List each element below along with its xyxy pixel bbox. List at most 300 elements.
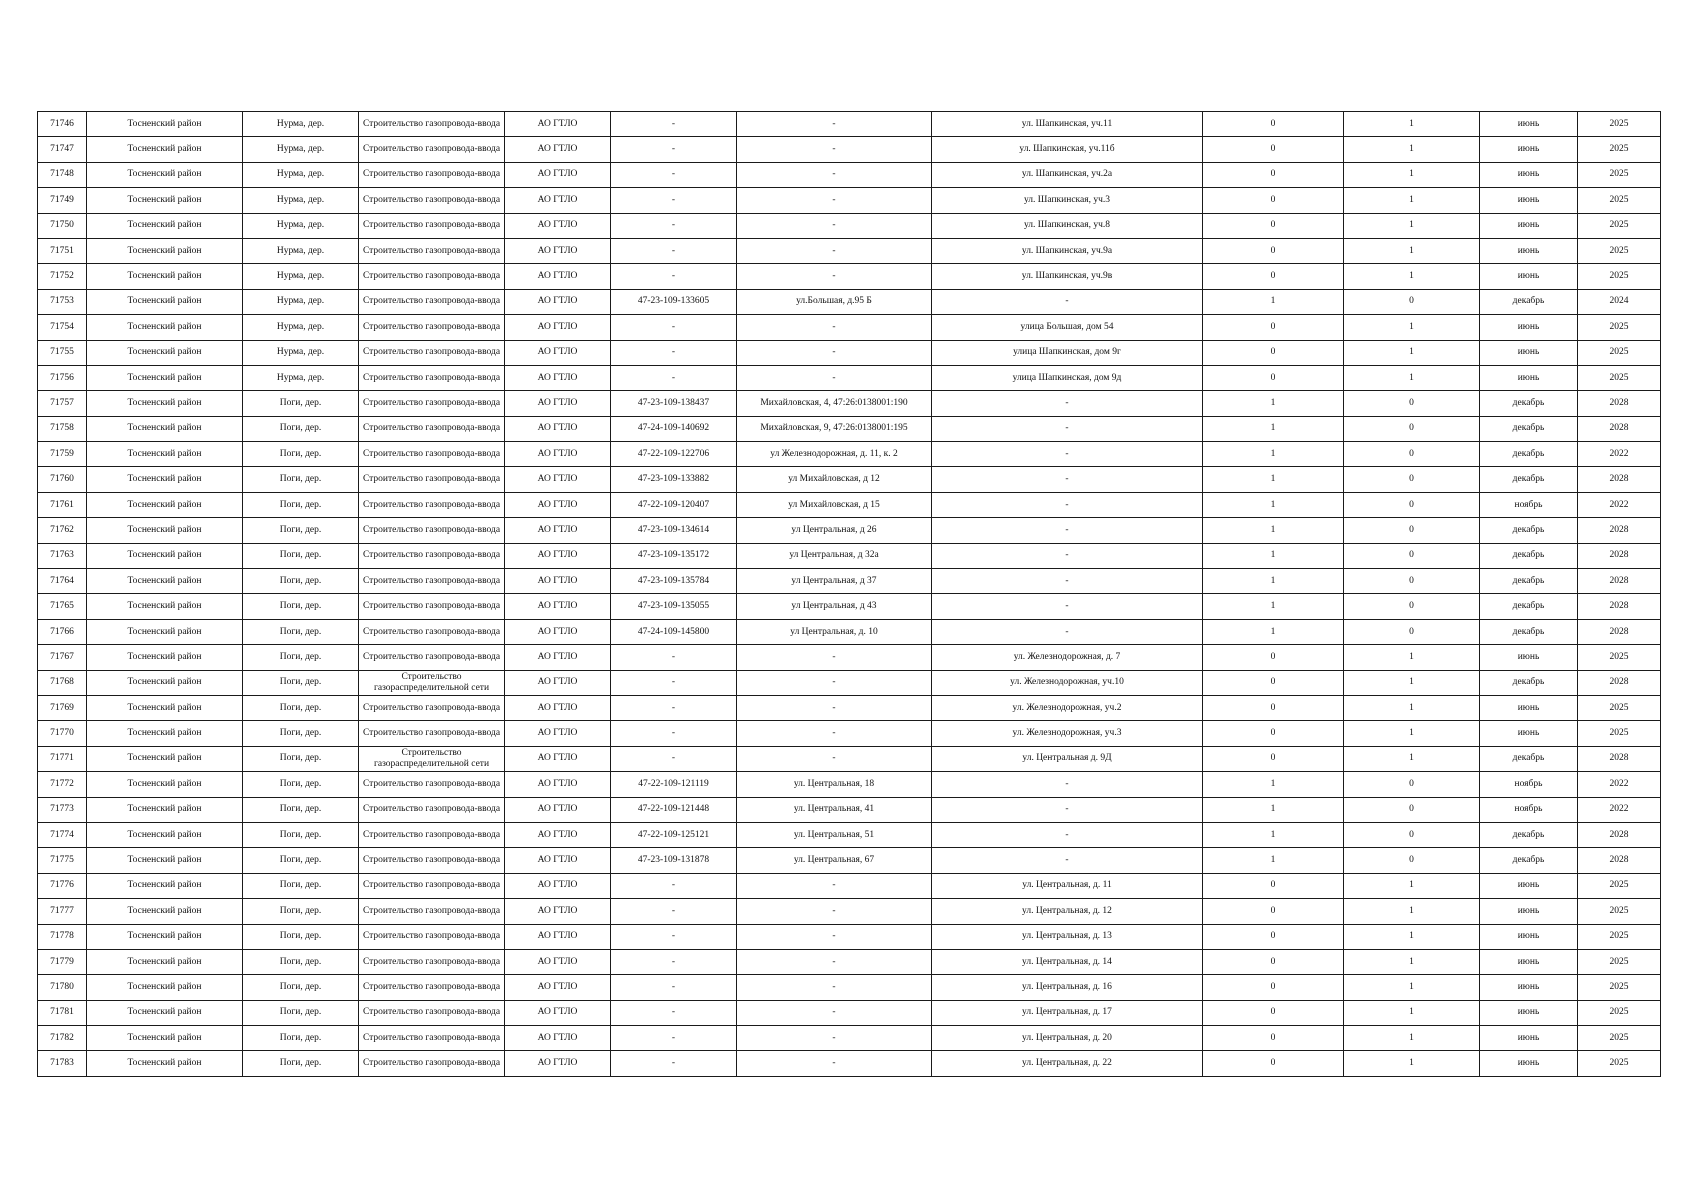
cell-work: Строительство газопровода-ввода: [359, 518, 505, 543]
cell-flag-a: 0: [1203, 315, 1344, 340]
table-row: [38, 772, 1661, 797]
cell-address-cad: -: [737, 899, 932, 924]
cell-address-cad: -: [737, 137, 932, 162]
cell-work: Строительство газопровода-ввода: [359, 188, 505, 213]
cell-district: Тосненский район: [87, 1026, 243, 1051]
cell-flag-a: 0: [1203, 162, 1344, 187]
cell-address-plot: -: [932, 619, 1203, 644]
cell-district: Тосненский район: [87, 188, 243, 213]
cell-cad-number: 47-23-109-133882: [611, 467, 737, 492]
cell-address-cad: -: [737, 238, 932, 263]
cell-settlement: Поги, дер.: [243, 873, 359, 898]
cell-address-plot: -: [932, 822, 1203, 847]
cell-address-cad: -: [737, 975, 932, 1000]
cell-id: 71767: [38, 645, 87, 670]
cell-org: АО ГТЛО: [505, 365, 611, 390]
cell-address-plot: -: [932, 543, 1203, 568]
cell-id: 71757: [38, 391, 87, 416]
cell-district: Тосненский район: [87, 518, 243, 543]
cell-settlement: Нурма, дер.: [243, 112, 359, 137]
cell-work: Строительство газопровода-ввода: [359, 264, 505, 289]
cell-address-cad: ул Центральная, д 32а: [737, 543, 932, 568]
cell-cad-number: -: [611, 1051, 737, 1076]
cell-org: АО ГТЛО: [505, 264, 611, 289]
cell-org: АО ГТЛО: [505, 543, 611, 568]
cell-cad-number: 47-23-109-135784: [611, 569, 737, 594]
cell-work: Строительство газопровода-ввода: [359, 112, 505, 137]
cell-work: Строительство газопровода-ввода: [359, 543, 505, 568]
cell-cad-number: 47-23-109-133605: [611, 289, 737, 314]
cell-month: декабрь: [1480, 822, 1578, 847]
cell-month: декабрь: [1480, 594, 1578, 619]
cell-address-plot: ул. Шапкинская, уч.9в: [932, 264, 1203, 289]
cell-year: 2028: [1578, 619, 1661, 644]
cell-cad-number: -: [611, 873, 737, 898]
cell-year: 2025: [1578, 899, 1661, 924]
cell-org: АО ГТЛО: [505, 467, 611, 492]
cell-org: АО ГТЛО: [505, 340, 611, 365]
cell-address-plot: ул. Центральная, д. 17: [932, 1000, 1203, 1025]
cell-work: Строительство газопровода-ввода: [359, 695, 505, 720]
cell-cad-number: -: [611, 645, 737, 670]
cell-settlement: Поги, дер.: [243, 619, 359, 644]
cell-address-plot: -: [932, 467, 1203, 492]
cell-id: 71765: [38, 594, 87, 619]
cell-address-plot: улица Шапкинская, дом 9г: [932, 340, 1203, 365]
cell-id: 71772: [38, 772, 87, 797]
cell-district: Тосненский район: [87, 569, 243, 594]
table-row: [38, 1000, 1661, 1025]
cell-year: 2022: [1578, 797, 1661, 822]
cell-work: Строительство газопровода-ввода: [359, 619, 505, 644]
cell-year: 2025: [1578, 238, 1661, 263]
cell-id: 71768: [38, 670, 87, 695]
cell-settlement: Нурма, дер.: [243, 340, 359, 365]
cell-district: Тосненский район: [87, 340, 243, 365]
cell-org: АО ГТЛО: [505, 924, 611, 949]
cell-cad-number: -: [611, 188, 737, 213]
cell-year: 2028: [1578, 670, 1661, 695]
cell-month: декабрь: [1480, 619, 1578, 644]
cell-settlement: Нурма, дер.: [243, 289, 359, 314]
cell-address-cad: -: [737, 695, 932, 720]
cell-address-cad: ул Центральная, д 37: [737, 569, 932, 594]
cell-address-cad: ул. Центральная, 41: [737, 797, 932, 822]
cell-district: Тосненский район: [87, 873, 243, 898]
cell-district: Тосненский район: [87, 1000, 243, 1025]
cell-id: 71781: [38, 1000, 87, 1025]
cell-district: Тосненский район: [87, 797, 243, 822]
cell-org: АО ГТЛО: [505, 746, 611, 771]
cell-address-plot: -: [932, 289, 1203, 314]
cell-year: 2025: [1578, 340, 1661, 365]
cell-id: 71773: [38, 797, 87, 822]
cell-month: декабрь: [1480, 391, 1578, 416]
cell-address-plot: ул. Центральная, д. 12: [932, 899, 1203, 924]
cell-address-plot: -: [932, 518, 1203, 543]
cell-org: АО ГТЛО: [505, 442, 611, 467]
cell-address-plot: ул. Шапкинская, уч.8: [932, 213, 1203, 238]
cell-flag-a: 1: [1203, 619, 1344, 644]
cell-settlement: Поги, дер.: [243, 467, 359, 492]
cell-address-plot: ул. Центральная, д. 16: [932, 975, 1203, 1000]
cell-settlement: Поги, дер.: [243, 822, 359, 847]
table-row: [38, 162, 1661, 187]
cell-address-plot: ул. Шапкинская, уч.3: [932, 188, 1203, 213]
cell-month: июнь: [1480, 315, 1578, 340]
cell-settlement: Поги, дер.: [243, 746, 359, 771]
cell-org: АО ГТЛО: [505, 492, 611, 517]
cell-address-plot: -: [932, 848, 1203, 873]
cell-year: 2025: [1578, 645, 1661, 670]
cell-cad-number: 47-22-109-122706: [611, 442, 737, 467]
cell-work: Строительство газопровода-ввода: [359, 975, 505, 1000]
cell-flag-a: 1: [1203, 822, 1344, 847]
cell-flag-b: 1: [1344, 949, 1480, 974]
cell-flag-a: 1: [1203, 391, 1344, 416]
table-row: [38, 619, 1661, 644]
cell-settlement: Нурма, дер.: [243, 238, 359, 263]
cell-cad-number: -: [611, 137, 737, 162]
cell-work: Строительство газопровода-ввода: [359, 645, 505, 670]
cell-work: Строительство газопровода-ввода: [359, 569, 505, 594]
table-row: [38, 442, 1661, 467]
cell-flag-b: 1: [1344, 315, 1480, 340]
cell-work: Строительство газопровода-ввода: [359, 1051, 505, 1076]
table-row: [38, 137, 1661, 162]
cell-month: декабрь: [1480, 848, 1578, 873]
cell-id: 71754: [38, 315, 87, 340]
cell-flag-b: 1: [1344, 162, 1480, 187]
table-row: [38, 467, 1661, 492]
cell-work: Строительство газопровода-ввода: [359, 442, 505, 467]
table-row: [38, 416, 1661, 441]
cell-settlement: Нурма, дер.: [243, 162, 359, 187]
cell-year: 2025: [1578, 315, 1661, 340]
cell-work: Строительство газопровода-ввода: [359, 1000, 505, 1025]
cell-flag-b: 1: [1344, 238, 1480, 263]
cell-id: 71780: [38, 975, 87, 1000]
cell-org: АО ГТЛО: [505, 1000, 611, 1025]
cell-cad-number: 47-23-109-134614: [611, 518, 737, 543]
cell-district: Тосненский район: [87, 264, 243, 289]
cell-id: 71776: [38, 873, 87, 898]
cell-id: 71762: [38, 518, 87, 543]
cell-id: 71758: [38, 416, 87, 441]
cell-month: июнь: [1480, 695, 1578, 720]
cell-district: Тосненский район: [87, 772, 243, 797]
cell-flag-b: 0: [1344, 289, 1480, 314]
cell-org: АО ГТЛО: [505, 1051, 611, 1076]
cell-district: Тосненский район: [87, 442, 243, 467]
cell-month: июнь: [1480, 112, 1578, 137]
cell-flag-a: 0: [1203, 1051, 1344, 1076]
cell-cad-number: 47-22-109-120407: [611, 492, 737, 517]
cell-cad-number: 47-23-109-135172: [611, 543, 737, 568]
cell-flag-b: 1: [1344, 721, 1480, 746]
cell-settlement: Поги, дер.: [243, 899, 359, 924]
cell-org: АО ГТЛО: [505, 416, 611, 441]
cell-flag-a: 1: [1203, 416, 1344, 441]
cell-cad-number: -: [611, 340, 737, 365]
cell-address-plot: ул. Шапкинская, уч.9а: [932, 238, 1203, 263]
cell-year: 2025: [1578, 949, 1661, 974]
cell-address-plot: улица Большая, дом 54: [932, 315, 1203, 340]
cell-settlement: Нурма, дер.: [243, 213, 359, 238]
cell-id: 71756: [38, 365, 87, 390]
cell-flag-b: 1: [1344, 264, 1480, 289]
cell-district: Тосненский район: [87, 924, 243, 949]
table-row: [38, 873, 1661, 898]
cell-cad-number: -: [611, 899, 737, 924]
cell-flag-b: 1: [1344, 365, 1480, 390]
cell-cad-number: -: [611, 112, 737, 137]
cell-year: 2028: [1578, 848, 1661, 873]
cell-year: 2028: [1578, 391, 1661, 416]
cell-district: Тосненский район: [87, 975, 243, 1000]
cell-id: 71783: [38, 1051, 87, 1076]
cell-work: Строительство газопровода-ввода: [359, 467, 505, 492]
cell-district: Тосненский район: [87, 949, 243, 974]
cell-month: июнь: [1480, 188, 1578, 213]
cell-work: Строительство газопровода-ввода: [359, 721, 505, 746]
table-row: [38, 213, 1661, 238]
cell-district: Тосненский район: [87, 289, 243, 314]
cell-flag-a: 1: [1203, 797, 1344, 822]
cell-address-cad: -: [737, 340, 932, 365]
cell-cad-number: -: [611, 238, 737, 263]
cell-id: 71770: [38, 721, 87, 746]
cell-id: 71763: [38, 543, 87, 568]
cell-work: Строительство газопровода-ввода: [359, 315, 505, 340]
table-row: [38, 1051, 1661, 1076]
cell-flag-b: 1: [1344, 899, 1480, 924]
cell-id: 71753: [38, 289, 87, 314]
cell-org: АО ГТЛО: [505, 670, 611, 695]
cell-month: июнь: [1480, 975, 1578, 1000]
cell-flag-b: 0: [1344, 391, 1480, 416]
cell-month: декабрь: [1480, 442, 1578, 467]
cell-id: 71751: [38, 238, 87, 263]
cell-address-plot: -: [932, 416, 1203, 441]
cell-year: 2028: [1578, 594, 1661, 619]
cell-org: АО ГТЛО: [505, 772, 611, 797]
cell-month: ноябрь: [1480, 492, 1578, 517]
cell-flag-b: 1: [1344, 873, 1480, 898]
cell-district: Тосненский район: [87, 899, 243, 924]
cell-id: 71748: [38, 162, 87, 187]
cell-flag-a: 0: [1203, 899, 1344, 924]
cell-flag-a: 1: [1203, 492, 1344, 517]
cell-org: АО ГТЛО: [505, 848, 611, 873]
cell-cad-number: 47-23-109-131878: [611, 848, 737, 873]
cell-address-cad: ул Центральная, д 26: [737, 518, 932, 543]
cell-flag-b: 0: [1344, 594, 1480, 619]
cell-address-cad: -: [737, 112, 932, 137]
cell-flag-b: 1: [1344, 340, 1480, 365]
cell-address-plot: ул. Центральная, д. 13: [932, 924, 1203, 949]
cell-flag-a: 0: [1203, 924, 1344, 949]
cell-settlement: Поги, дер.: [243, 1026, 359, 1051]
cell-flag-a: 1: [1203, 594, 1344, 619]
cell-flag-b: 1: [1344, 1051, 1480, 1076]
cell-settlement: Поги, дер.: [243, 1051, 359, 1076]
cell-address-plot: ул. Центральная, д. 22: [932, 1051, 1203, 1076]
cell-work: Строительство газопровода-ввода: [359, 213, 505, 238]
cell-month: июнь: [1480, 238, 1578, 263]
cell-org: АО ГТЛО: [505, 315, 611, 340]
cell-settlement: Поги, дер.: [243, 543, 359, 568]
cell-flag-b: 1: [1344, 645, 1480, 670]
cell-cad-number: -: [611, 949, 737, 974]
cell-work: Строительство газопровода-ввода: [359, 416, 505, 441]
cell-org: АО ГТЛО: [505, 289, 611, 314]
cell-flag-a: 0: [1203, 238, 1344, 263]
cell-district: Тосненский район: [87, 746, 243, 771]
cell-flag-b: 0: [1344, 492, 1480, 517]
cell-org: АО ГТЛО: [505, 721, 611, 746]
cell-flag-a: 0: [1203, 746, 1344, 771]
cell-work: Строительство газопровода-ввода: [359, 289, 505, 314]
cell-year: 2025: [1578, 112, 1661, 137]
cell-month: декабрь: [1480, 467, 1578, 492]
cell-cad-number: 47-22-109-121448: [611, 797, 737, 822]
cell-settlement: Поги, дер.: [243, 797, 359, 822]
cell-year: 2025: [1578, 188, 1661, 213]
cell-settlement: Нурма, дер.: [243, 365, 359, 390]
cell-org: АО ГТЛО: [505, 137, 611, 162]
table-row: [38, 1026, 1661, 1051]
cell-flag-a: 1: [1203, 467, 1344, 492]
cell-work: Строительство газопровода-ввода: [359, 594, 505, 619]
cell-month: июнь: [1480, 162, 1578, 187]
cell-flag-b: 0: [1344, 518, 1480, 543]
cell-work: Строительство газопровода-ввода: [359, 238, 505, 263]
cell-address-plot: ул. Шапкинская, уч.11: [932, 112, 1203, 137]
cell-year: 2025: [1578, 1026, 1661, 1051]
cell-flag-a: 0: [1203, 264, 1344, 289]
cell-address-plot: -: [932, 569, 1203, 594]
cell-org: АО ГТЛО: [505, 162, 611, 187]
cell-month: июнь: [1480, 899, 1578, 924]
cell-address-plot: ул. Железнодорожная, уч.10: [932, 670, 1203, 695]
cell-flag-b: 1: [1344, 924, 1480, 949]
cell-district: Тосненский район: [87, 645, 243, 670]
cell-flag-b: 0: [1344, 416, 1480, 441]
cell-flag-b: 1: [1344, 112, 1480, 137]
cell-year: 2025: [1578, 924, 1661, 949]
cell-district: Тосненский район: [87, 543, 243, 568]
cell-flag-a: 0: [1203, 695, 1344, 720]
cell-flag-a: 0: [1203, 188, 1344, 213]
cell-work: Строительство газопровода-ввода: [359, 899, 505, 924]
cell-flag-b: 0: [1344, 569, 1480, 594]
cell-settlement: Поги, дер.: [243, 924, 359, 949]
table-row: [38, 645, 1661, 670]
cell-flag-b: 0: [1344, 467, 1480, 492]
cell-work: Строительство газопровода-ввода: [359, 848, 505, 873]
cell-cad-number: -: [611, 264, 737, 289]
cell-org: АО ГТЛО: [505, 112, 611, 137]
cell-id: 71752: [38, 264, 87, 289]
cell-month: декабрь: [1480, 416, 1578, 441]
cell-settlement: Поги, дер.: [243, 645, 359, 670]
cell-district: Тосненский район: [87, 416, 243, 441]
cell-address-plot: -: [932, 594, 1203, 619]
cell-org: АО ГТЛО: [505, 822, 611, 847]
table-row: [38, 518, 1661, 543]
cell-cad-number: -: [611, 315, 737, 340]
cell-cad-number: -: [611, 213, 737, 238]
cell-year: 2025: [1578, 873, 1661, 898]
cell-year: 2028: [1578, 746, 1661, 771]
cell-org: АО ГТЛО: [505, 569, 611, 594]
cell-address-cad: ул. Центральная, 51: [737, 822, 932, 847]
cell-flag-b: 0: [1344, 797, 1480, 822]
cell-flag-b: 1: [1344, 746, 1480, 771]
cell-flag-a: 1: [1203, 848, 1344, 873]
cell-district: Тосненский район: [87, 162, 243, 187]
cell-month: июнь: [1480, 924, 1578, 949]
cell-flag-b: 1: [1344, 670, 1480, 695]
cell-year: 2025: [1578, 264, 1661, 289]
cell-district: Тосненский район: [87, 695, 243, 720]
cell-month: июнь: [1480, 213, 1578, 238]
cell-district: Тосненский район: [87, 238, 243, 263]
cell-id: 71764: [38, 569, 87, 594]
table-row: [38, 822, 1661, 847]
cell-settlement: Поги, дер.: [243, 848, 359, 873]
cell-address-plot: ул. Железнодорожная, уч.3: [932, 721, 1203, 746]
cell-address-cad: -: [737, 1051, 932, 1076]
cell-month: декабрь: [1480, 569, 1578, 594]
table-row: [38, 670, 1661, 695]
table-row: [38, 112, 1661, 137]
cell-org: АО ГТЛО: [505, 797, 611, 822]
cell-id: 71771: [38, 746, 87, 771]
cell-month: июнь: [1480, 137, 1578, 162]
cell-org: АО ГТЛО: [505, 873, 611, 898]
cell-id: 71777: [38, 899, 87, 924]
cell-year: 2025: [1578, 137, 1661, 162]
cell-month: декабрь: [1480, 518, 1578, 543]
cell-year: 2028: [1578, 416, 1661, 441]
cell-address-cad: Михайловская, 4, 47:26:0138001:190: [737, 391, 932, 416]
cell-month: июнь: [1480, 721, 1578, 746]
table-row: [38, 289, 1661, 314]
cell-org: АО ГТЛО: [505, 518, 611, 543]
cell-flag-a: 1: [1203, 518, 1344, 543]
cell-work: Строительство газопровода-ввода: [359, 340, 505, 365]
cell-work: Строительство газопровода-ввода: [359, 873, 505, 898]
table-row: [38, 238, 1661, 263]
cell-district: Тосненский район: [87, 467, 243, 492]
cell-cad-number: 47-22-109-125121: [611, 822, 737, 847]
cell-settlement: Нурма, дер.: [243, 188, 359, 213]
cell-address-plot: -: [932, 772, 1203, 797]
cell-cad-number: 47-22-109-121119: [611, 772, 737, 797]
cell-work: Строительство газопровода-ввода: [359, 391, 505, 416]
cell-address-cad: ул Михайловская, д 12: [737, 467, 932, 492]
cell-work: Строительство газопровода-ввода: [359, 1026, 505, 1051]
cell-year: 2028: [1578, 467, 1661, 492]
cell-cad-number: -: [611, 162, 737, 187]
cell-address-cad: ул Центральная, д 43: [737, 594, 932, 619]
cell-cad-number: -: [611, 1026, 737, 1051]
table-row: [38, 569, 1661, 594]
cell-settlement: Поги, дер.: [243, 442, 359, 467]
cell-address-plot: улица Шапкинская, дом 9д: [932, 365, 1203, 390]
